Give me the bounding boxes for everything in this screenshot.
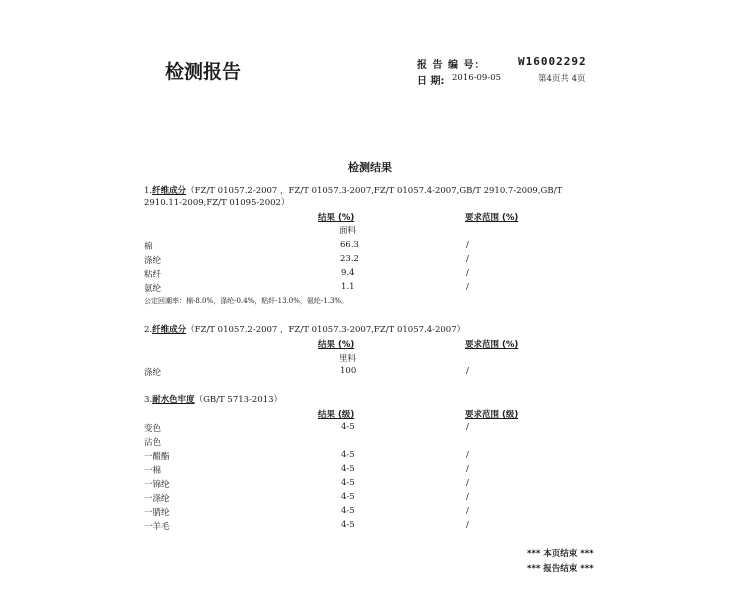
section1-note: 公定回潮率：棉-8.0%，涤纶-0.4%，粘纤-13.0%，氨纶-1.3%。 — [144, 297, 349, 305]
section3-standards: （GB/T 5713-2013） — [194, 395, 283, 405]
section1-number: 1. — [144, 186, 153, 196]
section3-row-req: / — [466, 422, 469, 432]
section3-row-req: / — [466, 478, 469, 488]
section3-row-name: 沾色 — [144, 438, 162, 448]
section1-row-req: / — [466, 254, 469, 264]
section3-row-name: 一醋酯 — [144, 452, 170, 462]
section3-row-value: 4-5 — [341, 506, 355, 516]
section3-row-req: / — [466, 492, 469, 502]
section1-row-name: 氨纶 — [144, 284, 162, 294]
results-title: 检测结果 — [348, 161, 392, 174]
section1-row-value: 23.2 — [340, 254, 359, 264]
report-number-label: 报 告 编 号： — [417, 60, 486, 71]
page-info: 第4页共 4页 — [538, 74, 586, 84]
section3-row-req: / — [466, 506, 469, 516]
section3-row-name: 一涤纶 — [144, 494, 170, 504]
section2-standards: （FZ/T 01057.2-2007 ，FZ/T 01057.3-2007,FZ/T 01057.4-2007） — [186, 325, 466, 335]
section1-sub-label: 面料 — [339, 226, 357, 236]
section2-name: 纤维成分 — [152, 325, 187, 335]
page-end-marker: *** 本页结束 *** — [527, 549, 594, 559]
section3-row-name: 一锦纶 — [144, 480, 170, 490]
date-label: 日 期: — [417, 76, 445, 87]
section2-row-value: 100 — [340, 366, 357, 376]
section2-sub-label: 里料 — [339, 354, 357, 364]
section2-heading — [144, 323, 465, 335]
section3-row-name: 一羊毛 — [144, 522, 170, 532]
section1-heading — [144, 184, 562, 196]
section2-col-required: 要求范围 (%) — [465, 340, 519, 350]
section2-col-result: 结果 (%) — [318, 340, 355, 350]
section3-name: 耐水色牢度 — [152, 395, 195, 405]
section3-row-value: 4-5 — [341, 478, 355, 488]
section3-row-value: 4-5 — [341, 422, 355, 432]
section1-row-name: 涤纶 — [144, 256, 162, 266]
section1-name: 纤维成分 — [152, 186, 187, 196]
section1-row-name: 棉 — [144, 242, 153, 252]
section1-row-name: 粘纤 — [144, 270, 162, 280]
section3-row-value: 4-5 — [341, 464, 355, 474]
section1-row-value: 1.1 — [341, 282, 355, 292]
section3-row-value: 4-5 — [341, 450, 355, 460]
section3-heading — [144, 393, 282, 405]
section3-row-name: 一棉 — [144, 466, 162, 476]
section1-col-result: 结果 (%) — [318, 213, 355, 223]
section1-standards: （FZ/T 01057.2-2007 ，FZ/T 01057.3-2007,FZ/T 01057.4-2007,GB/T 2910.7-2009,GB/T — [186, 186, 563, 196]
report-number: W16002292 — [518, 55, 587, 68]
section3-col-required: 要求范围 (级) — [465, 410, 519, 420]
section3-row-name: 变色 — [144, 424, 162, 434]
section1-row-req: / — [466, 240, 469, 250]
section1-standards-cont: 2910.11-2009,FZ/T 01095-2002） — [144, 198, 290, 208]
section1-col-required: 要求范围 (%) — [465, 213, 519, 223]
section2-number: 2. — [144, 325, 153, 335]
section3-row-value: 4-5 — [341, 492, 355, 502]
section3-row-req: / — [466, 464, 469, 474]
report-date: 2016-09-05 — [452, 73, 502, 83]
section3-number: 3. — [144, 395, 153, 405]
section1-row-req: / — [466, 282, 469, 292]
report-title: 检测报告 — [165, 61, 242, 83]
section3-row-req: / — [466, 520, 469, 530]
section1-row-value: 66.3 — [340, 240, 359, 250]
report-end-marker: *** 报告结束 *** — [527, 564, 594, 574]
section3-row-req: / — [466, 450, 469, 460]
section1-row-req: / — [466, 268, 469, 278]
section3-col-result: 结果 (级) — [318, 410, 355, 420]
section3-row-name: 一腈纶 — [144, 508, 170, 518]
section1-row-value: 9.4 — [341, 268, 355, 278]
section3-row-value: 4-5 — [341, 520, 355, 530]
section2-row-req: / — [466, 366, 469, 376]
section2-row-name: 涤纶 — [144, 368, 162, 378]
